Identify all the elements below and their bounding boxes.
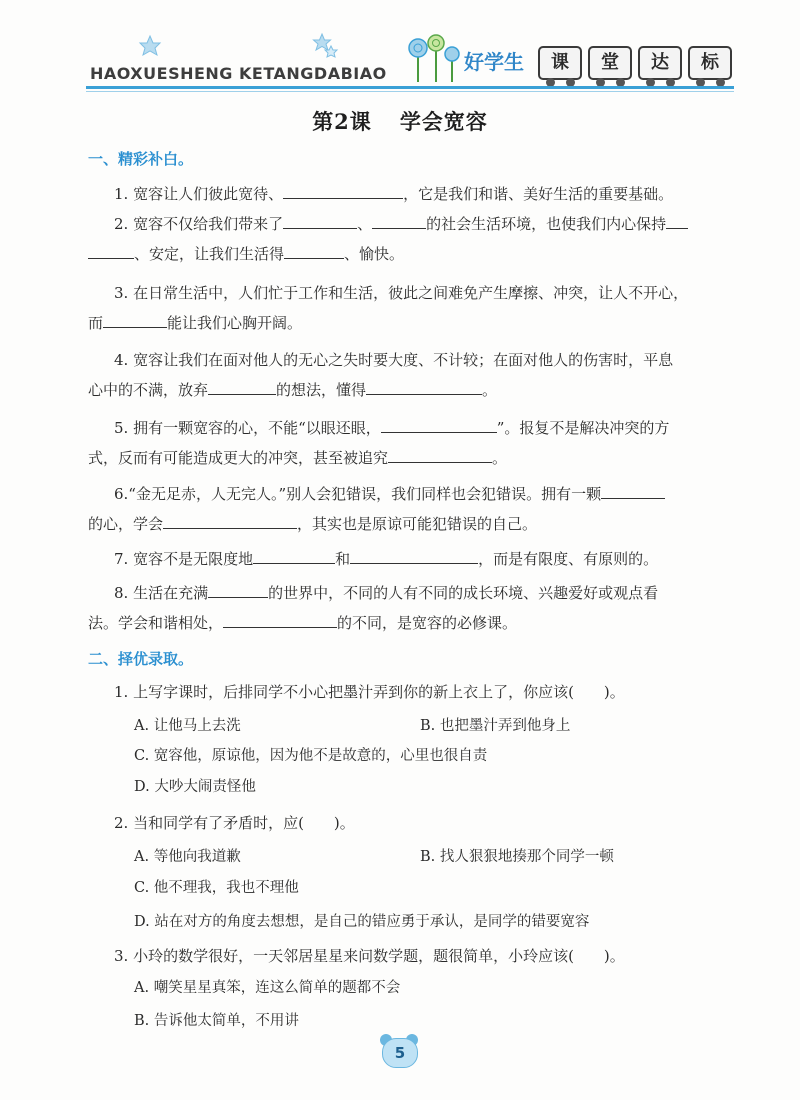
answer-blank[interactable] <box>163 514 297 529</box>
answer-blank[interactable] <box>601 484 665 499</box>
page-number-badge <box>378 1034 420 1068</box>
star-decoration-icon <box>126 30 426 64</box>
answer-blank[interactable] <box>284 244 344 259</box>
page-header <box>86 28 734 90</box>
answer-blank[interactable] <box>283 184 403 199</box>
question-line: 4. 宽容让我们在面对他人的无心之失时要大度、不计较；在面对他人的伤害时，平息 <box>114 351 674 369</box>
choice-option[interactable]: A. 让他马上去洗 <box>134 718 241 734</box>
question-line: 2. 宽容不仅给我们带来了 、 的社会生活环境，也使我们内心保持 <box>114 214 764 234</box>
answer-blank[interactable] <box>388 448 492 463</box>
header-divider-thin <box>86 91 734 92</box>
answer-blank[interactable] <box>366 380 482 395</box>
question-line: 式，反而有可能造成更大的冲突，甚至被追究 。 <box>88 449 508 467</box>
choice-option[interactable]: B. 也把墨汁弄到他身上 <box>420 718 571 734</box>
answer-blank[interactable] <box>283 214 357 229</box>
question-stem: 2. 当和同学有了矛盾时，应( )。 <box>114 814 355 832</box>
question-line: 5. 拥有一颗宽容的心，不能“以眼还眼， ”。报复不是解决冲突的方 <box>114 419 670 437</box>
answer-blank[interactable] <box>88 244 134 259</box>
lesson-number: 第2课 <box>312 109 372 134</box>
question-stem: 1. 上写字课时，后排同学不小心把墨汁弄到你的新上衣上了，你应该( )。 <box>114 683 625 701</box>
choice-option[interactable]: B. 找人狠狠地揍那个同学一顿 <box>420 849 614 865</box>
choice-option[interactable]: C. 他不理我，我也不理他 <box>134 880 299 896</box>
question-line: 1. 宽容让人们彼此宽待、 ，它是我们和谐、美好生活的重要基础。 <box>114 185 674 203</box>
answer-blank[interactable] <box>253 549 335 564</box>
answer-blank[interactable] <box>666 214 688 229</box>
question-line: 的心，学会 ，其实也是原谅可能犯错误的自己。 <box>88 515 538 533</box>
choice-option[interactable]: B. 告诉他太简单，不用讲 <box>134 1013 299 1029</box>
question-line: 、安定，让我们生活得 、愉快。 <box>88 244 738 264</box>
choice-option[interactable]: A. 嘲笑星星真笨，连这么简单的题都不会 <box>134 980 401 996</box>
question-line: 3. 在日常生活中，人们忙于工作和生活，彼此之间难免产生摩擦、冲突，让人不开心， <box>114 284 689 302</box>
brand-latin-text: HAOXUESHENG KETANGDABIAO <box>90 64 387 83</box>
train-decoration <box>538 38 734 86</box>
train-car: 课 <box>538 46 582 80</box>
train-car: 堂 <box>588 46 632 80</box>
lesson-name: 学会宽容 <box>399 109 488 134</box>
lesson-title <box>0 106 800 136</box>
answer-blank[interactable] <box>103 313 167 328</box>
question-line: 7. 宽容不是无限度地 和 ，而是有限度、有原则的。 <box>114 550 659 568</box>
choice-option[interactable]: D. 大吵大闹责怪他 <box>134 779 256 795</box>
train-car: 标 <box>688 46 732 80</box>
answer-blank[interactable] <box>223 613 337 628</box>
answer-blank[interactable] <box>208 583 268 598</box>
answer-blank[interactable] <box>372 214 426 229</box>
choice-option[interactable]: C. 宽容他，原谅他，因为他不是故意的，心里也很自责 <box>134 748 488 764</box>
answer-blank[interactable] <box>381 418 497 433</box>
answer-blank[interactable] <box>208 380 276 395</box>
brand-cn-text: 好学生 <box>464 50 524 74</box>
choice-option[interactable]: D. 站在对方的角度去想想，是自己的错应勇于承认，是同学的错要宽容 <box>134 914 590 930</box>
choice-option[interactable]: A. 等他向我道歉 <box>134 849 241 865</box>
section-heading-multiple-choice: 二、择优录取。 <box>88 650 194 668</box>
question-line: 法。学会和谐相处， 的不同，是宽容的必修课。 <box>88 614 518 632</box>
question-line: 心中的不满，放弃 的想法，懂得 。 <box>88 381 498 399</box>
train-car: 达 <box>638 46 682 80</box>
header-divider <box>86 86 734 89</box>
question-line: 而 能让我们心胸开阔。 <box>88 314 303 332</box>
section-heading-fill-blank: 一、精彩补白。 <box>88 150 194 168</box>
answer-blank[interactable] <box>350 549 478 564</box>
question-line: 8. 生活在充满 的世界中，不同的人有不同的成长环境、兴趣爱好或观点看 <box>114 584 659 602</box>
page-number: 5 <box>382 1038 418 1068</box>
question-stem: 3. 小玲的数学很好，一天邻居星星来问数学题，题很简单，小玲应该( )。 <box>114 947 625 965</box>
question-line: 6.“金无足赤，人无完人。”别人会犯错误，我们同样也会犯错误。拥有一颗 <box>114 484 764 504</box>
